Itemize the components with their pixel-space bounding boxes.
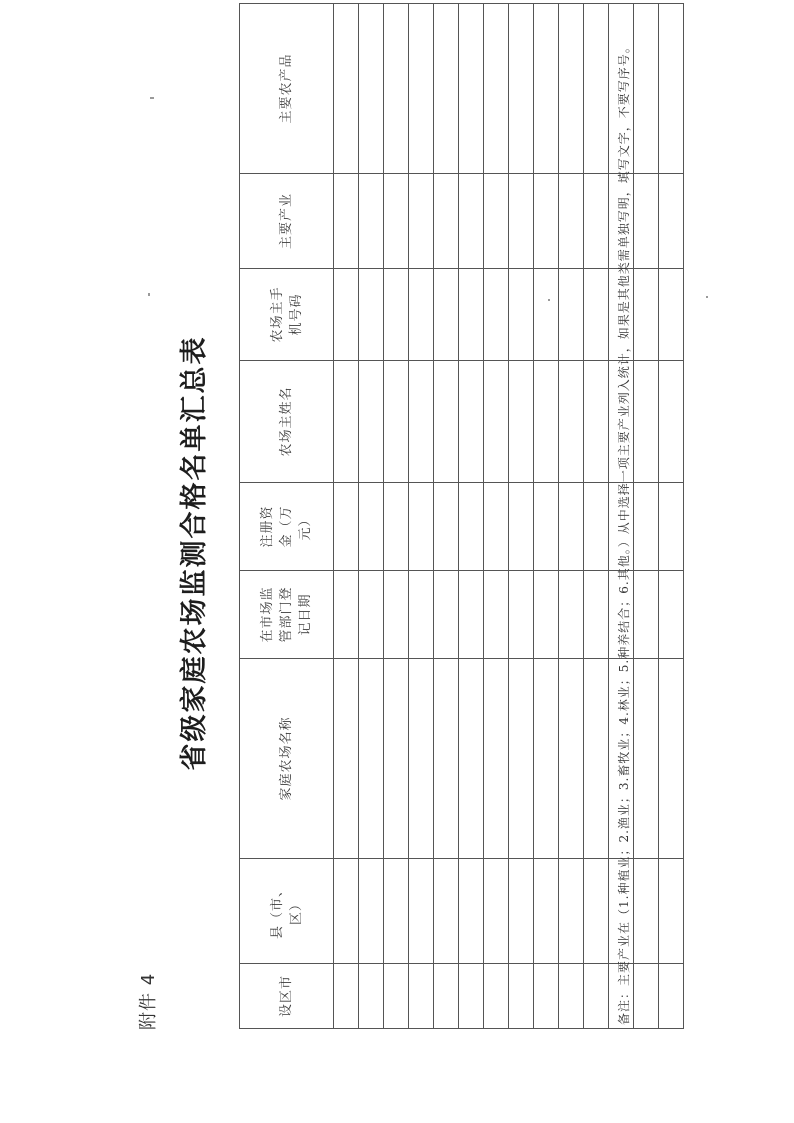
table-cell[interactable] (334, 964, 359, 1029)
table-cell[interactable] (559, 483, 584, 571)
table-cell[interactable] (659, 659, 684, 859)
table-cell[interactable] (634, 361, 659, 483)
attachment-label: 附件 4 (138, 972, 159, 1030)
table-cell[interactable] (434, 964, 459, 1029)
table-cell[interactable] (334, 269, 359, 361)
table-cell[interactable] (409, 483, 434, 571)
table-cell[interactable] (584, 174, 609, 269)
table-cell[interactable] (534, 361, 559, 483)
table-cell[interactable] (409, 659, 434, 859)
table-row (359, 4, 384, 1029)
table-cell[interactable] (384, 361, 409, 483)
table-cell[interactable] (434, 659, 459, 859)
table-cell[interactable] (534, 964, 559, 1029)
footnote: 备注：主要产业在（1.种植业；2.渔业；3.畜牧业；4.林业；5.种养结合；6.其他。）从中选择一项主要产业列入统计，如果是其他类需单独写明，填写文字，不要写序号。 (617, 40, 631, 1025)
table-cell[interactable] (459, 859, 484, 964)
table-cell[interactable] (359, 659, 384, 859)
table-cell[interactable] (459, 571, 484, 659)
table-cell[interactable] (509, 659, 534, 859)
table-cell[interactable] (584, 859, 609, 964)
table-row (559, 4, 584, 1029)
table-row (384, 4, 409, 1029)
table-cell[interactable] (384, 859, 409, 964)
table-cell[interactable] (634, 859, 659, 964)
table-cell[interactable] (434, 483, 459, 571)
table-cell[interactable] (459, 964, 484, 1029)
table-cell[interactable] (584, 361, 609, 483)
column-header: 农场主手机号码 (240, 269, 334, 361)
column-header: 注册资金（万元） (240, 483, 334, 571)
table-cell[interactable] (484, 361, 509, 483)
table-cell[interactable] (534, 659, 559, 859)
table-cell[interactable] (559, 659, 584, 859)
table-cell[interactable] (534, 859, 559, 964)
table-cell[interactable] (659, 269, 684, 361)
table-cell[interactable] (559, 269, 584, 361)
table-cell[interactable] (634, 4, 659, 174)
table-cell[interactable] (384, 964, 409, 1029)
table-cell[interactable] (484, 269, 509, 361)
table-cell[interactable] (534, 571, 559, 659)
table-cell[interactable] (484, 483, 509, 571)
table-row (584, 4, 609, 1029)
table-cell[interactable] (509, 269, 534, 361)
table-cell[interactable] (409, 174, 434, 269)
table-cell[interactable] (509, 859, 534, 964)
table-cell[interactable] (484, 4, 509, 174)
table-cell[interactable] (509, 4, 534, 174)
table-cell[interactable] (459, 4, 484, 174)
table-cell[interactable] (384, 174, 409, 269)
table-cell[interactable] (334, 174, 359, 269)
table-cell[interactable] (334, 571, 359, 659)
table-cell[interactable] (409, 964, 434, 1029)
table-cell[interactable] (334, 361, 359, 483)
table-cell[interactable] (534, 174, 559, 269)
table-cell[interactable] (359, 571, 384, 659)
column-header: 家庭农场名称 (240, 659, 334, 859)
table-cell[interactable] (459, 174, 484, 269)
table-row (334, 4, 359, 1029)
table-cell[interactable] (434, 361, 459, 483)
table-cell[interactable] (334, 659, 359, 859)
table-cell[interactable] (484, 571, 509, 659)
table-cell[interactable] (559, 964, 584, 1029)
table-row (634, 4, 659, 1029)
table-cell[interactable] (384, 4, 409, 174)
table-cell[interactable] (584, 659, 609, 859)
table-cell[interactable] (459, 659, 484, 859)
table-cell[interactable] (384, 483, 409, 571)
table-cell[interactable] (509, 964, 534, 1029)
page-title: 省级家庭农场监测合格名单汇总表 (179, 335, 210, 771)
table-cell[interactable] (634, 659, 659, 859)
table-cell[interactable] (634, 174, 659, 269)
table-cell[interactable] (359, 859, 384, 964)
table-cell[interactable] (434, 269, 459, 361)
table-cell[interactable] (484, 964, 509, 1029)
table-cell[interactable] (434, 859, 459, 964)
table-row (459, 4, 484, 1029)
table-cell[interactable] (384, 269, 409, 361)
table-cell[interactable] (409, 571, 434, 659)
table-cell[interactable] (584, 269, 609, 361)
table-cell[interactable] (384, 659, 409, 859)
table-cell[interactable] (634, 571, 659, 659)
column-header: 主要农产品 (240, 4, 334, 174)
table-cell[interactable] (334, 483, 359, 571)
table-cell[interactable] (459, 269, 484, 361)
table-cell[interactable] (434, 174, 459, 269)
table-cell[interactable] (534, 4, 559, 174)
table-cell[interactable] (434, 4, 459, 174)
table-cell[interactable] (534, 269, 559, 361)
table-cell[interactable] (659, 964, 684, 1029)
table-cell[interactable] (509, 483, 534, 571)
table-row (409, 4, 434, 1029)
table-cell[interactable] (559, 571, 584, 659)
table-cell[interactable] (659, 4, 684, 174)
table-cell[interactable] (459, 361, 484, 483)
table-cell[interactable] (659, 361, 684, 483)
table-row (509, 4, 534, 1029)
table-cell[interactable] (409, 269, 434, 361)
table-header-row (240, 4, 334, 1029)
table-cell[interactable] (509, 361, 534, 483)
table-cell[interactable] (459, 483, 484, 571)
table-cell[interactable] (484, 859, 509, 964)
column-header: 县（市、区） (240, 859, 334, 964)
table-cell[interactable] (509, 174, 534, 269)
table-cell[interactable] (634, 269, 659, 361)
table-cell[interactable] (434, 571, 459, 659)
table-cell[interactable] (359, 361, 384, 483)
table-cell[interactable] (334, 859, 359, 964)
table-cell[interactable] (584, 483, 609, 571)
table-cell[interactable] (359, 483, 384, 571)
table-cell[interactable] (334, 4, 359, 174)
column-header: 在市场监管部门登记日期 (240, 571, 334, 659)
table-cell[interactable] (634, 483, 659, 571)
table-cell[interactable] (359, 4, 384, 174)
table-row (434, 4, 459, 1029)
table-row (534, 4, 559, 1029)
table-cell[interactable] (634, 964, 659, 1029)
table-cell[interactable] (584, 964, 609, 1029)
table-cell[interactable] (359, 174, 384, 269)
table-cell[interactable] (659, 483, 684, 571)
table-cell[interactable] (659, 174, 684, 269)
table-cell[interactable] (409, 361, 434, 483)
table-cell[interactable] (584, 4, 609, 174)
table-cell[interactable] (384, 571, 409, 659)
table-cell[interactable] (484, 659, 509, 859)
table-cell[interactable] (584, 571, 609, 659)
table-cell[interactable] (509, 571, 534, 659)
table-cell[interactable] (409, 859, 434, 964)
column-header: 设区市 (240, 964, 334, 1029)
table-cell[interactable] (659, 571, 684, 659)
column-header: 农场主姓名 (240, 361, 334, 483)
table-row (659, 4, 684, 1029)
table-cell[interactable] (659, 859, 684, 964)
table-cell[interactable] (559, 4, 584, 174)
table-cell[interactable] (559, 174, 584, 269)
table-cell[interactable] (484, 174, 509, 269)
table-cell[interactable] (559, 859, 584, 964)
table-cell[interactable] (359, 964, 384, 1029)
table-cell[interactable] (359, 269, 384, 361)
table-cell[interactable] (559, 361, 584, 483)
column-header: 主要产业 (240, 174, 334, 269)
table-cell[interactable] (534, 483, 559, 571)
table-cell[interactable] (409, 4, 434, 174)
table-row (484, 4, 509, 1029)
